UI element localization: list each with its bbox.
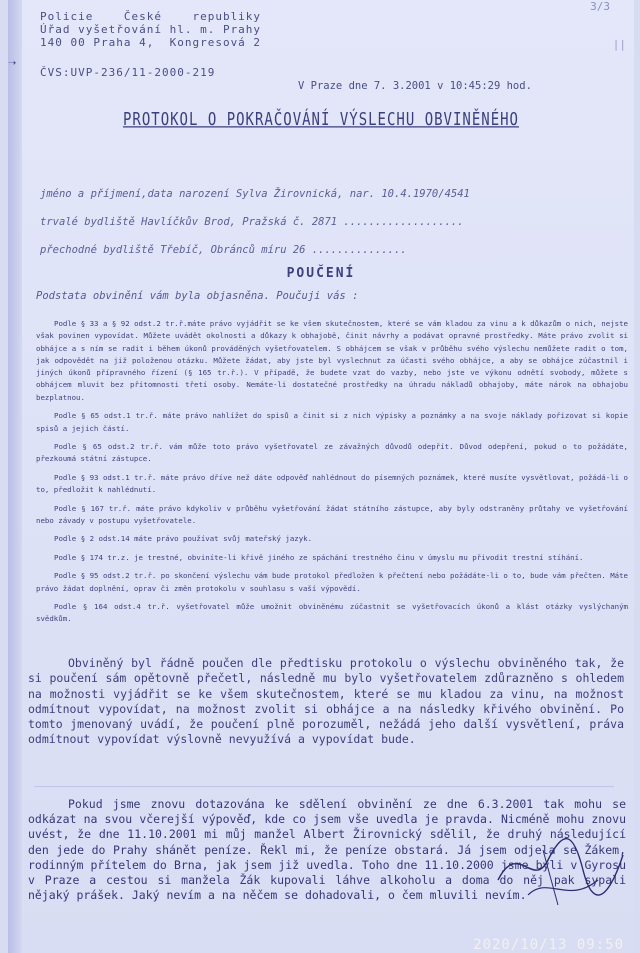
right-item: Podle § 33 a § 92 odst.2 tr.ř.máte právo vyjádřit se ke všem skutečnostem, které se vám kladou za vinu a k důkazům o nich, nejste však povinen vypovídat. Můžete uvádět okolnosti a důkazy k obhajobě, činit návrhy a podávat opravné prostředky. Máte právo zvolit si obhájce a s ním se radit i během úkonů prováděných vyšetřovatelem. S obhájcem se však v průběhu svého výslechu nemůžete radit o tom, jak odpovědět na již položenou otázku. Můžete žádat, aby jste byl vyslechnut za účasti svého obhájce, a aby se obhájce zúčastnil i jiných úkonů přípravného řízení (§ 165 tr.ř.). V případě, že budete vzat do vazby, nebo jste ve výkonu odnětí svobody, můžete s obhájcem mluvit bez přítomnosti třetí osoby. Nemáte-li dostatečné prostředky na úhradu nákladů obhajoby, máte nárok na obhajobu bezplatnou. xyxy=(36,319,628,402)
case-number: ČVS:UVP-236/11-2000-219 xyxy=(40,66,216,79)
instruction-intro: Podstata obvinění vám byla objasněna. Poučuji vás : xyxy=(36,290,359,302)
divider xyxy=(34,786,614,787)
right-item: Podle § 93 odst.1 tr.ř. máte právo dříve než dáte odpověď nahlédnout do písemných poznámek, které musíte vysvětlovat, požádá-li o to, předložit k nahlédnutí. xyxy=(36,472,628,495)
authority-header xyxy=(40,10,261,49)
arrow-mark-icon: ➝ xyxy=(8,56,17,72)
authority-line: 140 00 Praha 4, Kongresová 2 xyxy=(40,36,262,49)
right-item: Podle § 2 odst.14 máte právo používat svůj mateřský jazyk. xyxy=(54,534,313,544)
field-name-birth: jméno a příjmení,data narození Sylva Žirovnická, nar. 10.4.1970/4541 xyxy=(40,188,470,200)
rights-list xyxy=(36,318,628,632)
authority-line: Policie České republiky xyxy=(40,10,262,23)
field-temporary-address: přechodné bydliště Třebíč, Obránců míru 26 ............... xyxy=(40,244,407,256)
page-fold-shadow xyxy=(8,0,22,953)
page-corner-mark: 3/3 xyxy=(590,0,610,13)
right-item: Podle § 164 odst.4 tr.ř. vyšetřovatel může umožnit obviněnému zúčastnit se vyšetřovacích úkonů a klást otázky vyslýchaným svědkům. xyxy=(36,602,628,624)
right-item: Podle § 65 odst.2 tr.ř. vám může toto právo vyšetřovatel ze závažných důvodů odepřít. Důvod odepření, pokud o to požádáte, přezkoumá státní zástupce. xyxy=(36,442,628,464)
right-item: Podle § 167 tr.ř. máte právo kdykoliv v průběhu vyšetřování žádat státního zástupce, aby byly odstraněny průtahy ve vyšetřování nebo závady v postupu vyšetřovatele. xyxy=(36,503,628,525)
instruction-confirmation xyxy=(28,656,624,748)
timestamp-overlay: 2020/10/13 09:50 xyxy=(473,937,624,953)
paragraph-text: Obviněný byl řádně poučen dle předtisku protokolu o výslechu obviněného tak, že si poučení sám opětovně přečetl, následně mu bylo vyšetřovatelem zdůrazněno s ohledem na možnosti vyjádřit se ke všem skutečnostem, které se mu kladou za vinu, na možnost odmítnout vypovídat, na možnost zvolit si obhájce a na následky křivého obvinění. Po tomto jmenovaný uvádí, že poučení plně porozuměl, nežádá jeho další vysvětlení, práva odmítnout vypovídat výslovně nevyužívá a vypovídat bude. xyxy=(28,656,624,747)
authority-line: Úřad vyšetřování hl. m. Prahy xyxy=(40,23,262,36)
protocol-datetime: V Praze dne 7. 3.2001 v 10:45:29 hod. xyxy=(298,80,532,92)
right-item: Podle § 174 tr.z. je trestné, obviníte-li křivě jiného ze spáchání trestného činu v úmyslu mu přivodit trestní stíhání. xyxy=(54,552,584,562)
margin-mark: || xyxy=(612,38,626,51)
handwritten-signature xyxy=(488,820,628,910)
title-text: PROTOKOL O POKRAČOVÁNÍ VÝSLECHU OBVINĚNÉHO xyxy=(122,110,519,130)
paragraph-text: Pokud jsme znovu dotazována ke sdělení obvinění ze dne 6.3.2001 tak mohu se odkázat na svou včerejší výpověď, kde co jsem vše uvedla je pravda. Nicméně mohu znovu uvést, že dne 11.10.2001 mi můj manžel Albert Žirovnický sdělil, že druhý následující den jede do Prahy shánět peníze. Řekl mi, že peníze obstará. Já jsem odjela se Žákem, rodinným přítelem do Brna, jak jsem již uvedla. Toho dne 11.10.2000 jsme byli v Gyrosu v Praze a cestou si manžela Žák kupovali láhve alkoholu a doma do něj pak sypali nějaký prášek. Jaký nevím a na něčem se dohadovali, o čem mluvili nevím. xyxy=(28,797,626,903)
document-title xyxy=(8,110,634,130)
right-item: Podle § 95 odst.2 tr.ř. po skončení výslechu vám bude protokol předložen k přečtení nebo požádáte-li o to, bude vám přečten. Máte právo žádat doplnění, oprav či změn protokolu v souhlasu s vaší výpovědí. xyxy=(36,571,628,593)
instruction-heading: POUČENÍ xyxy=(286,266,356,281)
field-permanent-address: trvalé bydliště Havlíčkův Brod, Pražská č. 2871 ................... xyxy=(40,216,464,228)
document-page xyxy=(8,0,634,953)
right-item: Podle § 65 odst.1 tr.ř. máte právo nahlížet do spisů a činit si z nich výpisky a poznámky a na svoje náklady pořizovat si kopie spisů a jejich částí. xyxy=(36,411,628,433)
